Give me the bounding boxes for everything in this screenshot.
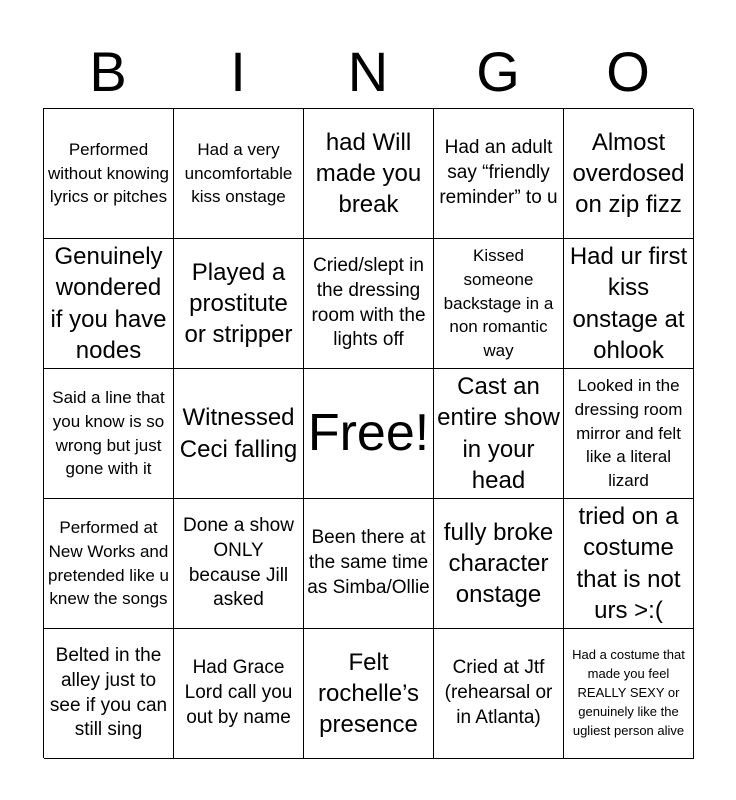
bingo-cell-r4-c4[interactable] xyxy=(434,499,564,629)
bingo-cell-r1-c5[interactable] xyxy=(564,109,694,239)
bingo-cell-r5-c1[interactable] xyxy=(44,629,174,759)
cell-text: Witnessed Ceci falling xyxy=(179,404,298,463)
cell-text: had Will made you break xyxy=(315,128,422,219)
header-letter-b: B xyxy=(89,40,127,103)
header-letter-i: I xyxy=(230,40,246,103)
cell-text: Belted in the alley just to see if you can still sing xyxy=(49,645,168,741)
bingo-cell-r3-c1[interactable] xyxy=(44,369,174,499)
bingo-cell-r1-c1[interactable] xyxy=(44,109,174,239)
cell-text: fully broke character onstage xyxy=(443,518,554,609)
cell-text: Genuinely wondered if you have nodes xyxy=(50,243,167,364)
bingo-cell-r2-c4[interactable] xyxy=(434,239,564,369)
bingo-cell-free[interactable] xyxy=(304,369,434,499)
bingo-cell-r2-c2[interactable] xyxy=(174,239,304,369)
cell-text: Played a prostitute or stripper xyxy=(184,258,293,349)
bingo-cell-r5-c4[interactable] xyxy=(434,629,564,759)
cell-text: Cried at Jtf (rehearsal or in Atlanta) xyxy=(444,657,553,728)
cell-text: Kissed someone backstage in a non romantic way xyxy=(443,246,554,361)
bingo-header xyxy=(43,38,693,106)
bingo-cell-r2-c1[interactable] xyxy=(44,239,174,369)
bingo-cell-r1-c2[interactable] xyxy=(174,109,304,239)
header-letter-n: N xyxy=(347,40,389,103)
bingo-cell-r3-c5[interactable] xyxy=(564,369,694,499)
bingo-cell-r2-c3[interactable] xyxy=(304,239,434,369)
bingo-cell-r4-c2[interactable] xyxy=(174,499,304,629)
bingo-cell-r2-c5[interactable] xyxy=(564,239,694,369)
bingo-cell-r1-c3[interactable] xyxy=(304,109,434,239)
bingo-cell-r5-c3[interactable] xyxy=(304,629,434,759)
cell-text: Had a very uncomfortable kiss onstage xyxy=(184,139,293,207)
cell-text: Looked in the dressing room mirror and felt like a literal lizard xyxy=(574,376,683,491)
cell-text: Done a show ONLY because Jill asked xyxy=(183,515,294,611)
cell-text: Said a line that you know is so wrong but just gone with it xyxy=(52,387,165,479)
cell-text: Had a costume that made you feel REALLY SEXY or genuinely like the ugliest person alive xyxy=(572,647,685,738)
bingo-cell-r5-c2[interactable] xyxy=(174,629,304,759)
cell-text: Cried/slept in the dressing room with the lights off xyxy=(311,255,426,351)
cell-text: Had Grace Lord call you out by name xyxy=(184,657,293,728)
bingo-cell-r4-c3[interactable] xyxy=(304,499,434,629)
free-space-text: Free! xyxy=(307,403,430,462)
bingo-board xyxy=(43,108,693,758)
cell-text: tried on a costume that is not urs >:( xyxy=(576,503,681,624)
bingo-cell-r3-c2[interactable] xyxy=(174,369,304,499)
cell-text: Cast an entire show in your head xyxy=(437,373,560,494)
cell-text: Had an adult say “friendly reminder” to u xyxy=(439,137,558,208)
bingo-cell-r4-c1[interactable] xyxy=(44,499,174,629)
cell-text: Had ur first kiss onstage at ohlook xyxy=(569,243,688,364)
bingo-cell-r1-c4[interactable] xyxy=(434,109,564,239)
cell-text: Been there at the same time as Simba/Ollie xyxy=(307,527,430,598)
bingo-cell-r5-c5[interactable] xyxy=(564,629,694,759)
cell-text: Almost overdosed on zip fizz xyxy=(572,128,685,219)
header-letter-g: G xyxy=(476,40,520,103)
bingo-cell-r3-c4[interactable] xyxy=(434,369,564,499)
bingo-cell-r4-c5[interactable] xyxy=(564,499,694,629)
header-letter-o: O xyxy=(606,40,650,103)
cell-text: Felt rochelle’s presence xyxy=(318,648,419,739)
cell-text: Performed without knowing lyrics or pitches xyxy=(48,139,169,207)
cell-text: Performed at New Works and pretended like u knew the songs xyxy=(48,517,169,609)
